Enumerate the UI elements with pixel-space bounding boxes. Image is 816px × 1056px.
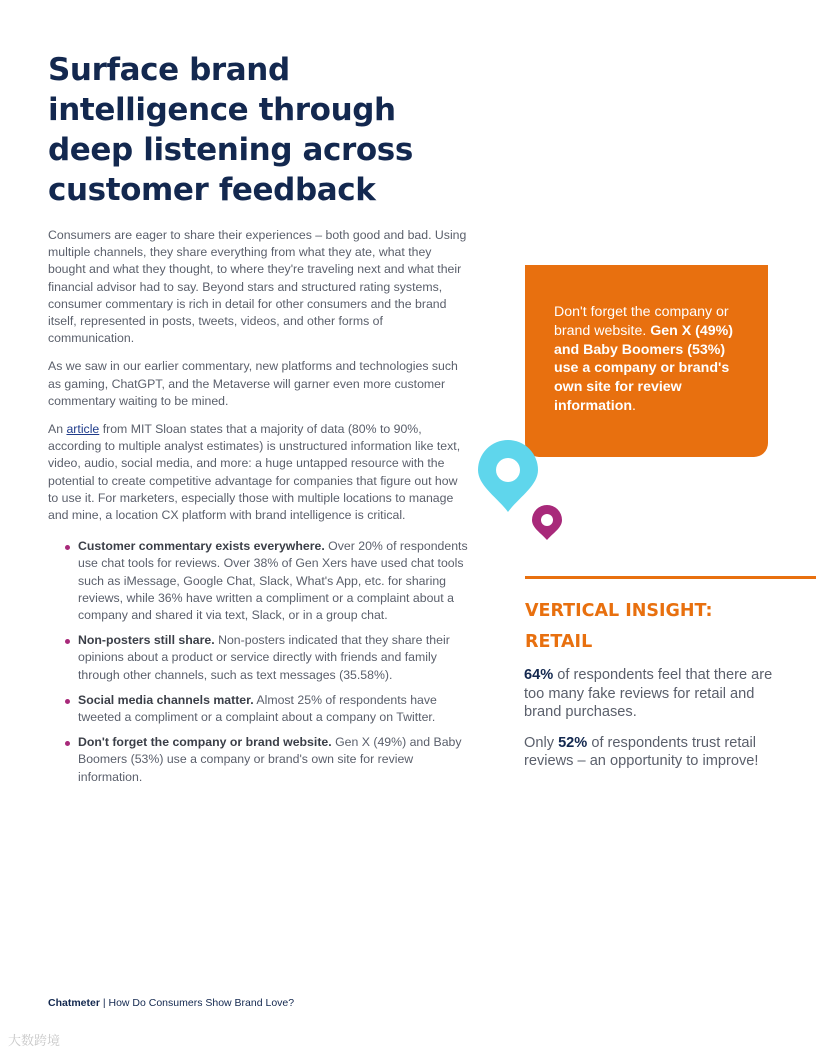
stat-value: 52%: [558, 734, 588, 751]
page-footer: [48, 997, 294, 1009]
callout-end: .: [632, 397, 636, 414]
list-item: [78, 538, 468, 624]
bullet-text: Gen X (49%) and Baby Boomers (53%) use a company or brand's own site for review information.: [78, 735, 462, 784]
findings-list: [48, 538, 468, 786]
bullet-lead: Don't forget the company or brand website.: [78, 735, 332, 750]
insight-text: [524, 666, 774, 783]
insight-title: VERTICAL INSIGHT: RETAIL: [525, 601, 713, 652]
footer-separator: |: [99, 997, 109, 1009]
list-item: [78, 692, 468, 726]
sloan-paragraph-after: from MIT Sloan states that a majority of data (80% to 90%, according to multiple analyst estimates) is unstructured information like text, video, audio, social media, and more: a huge untapped resource with the potential to create competitive advantage for companies that figure out how to use it. For marketers, especially those with multiple locations to manage and mine, a location CX platform with brand intelligence is critical.: [48, 422, 461, 523]
bullet-lead: Social media channels matter.: [78, 692, 254, 707]
section-divider: [525, 576, 816, 579]
map-pin-icon: [530, 505, 564, 546]
bullet-dot-icon: [65, 741, 70, 746]
article-link[interactable]: article: [66, 422, 100, 437]
stat-value: 64%: [524, 667, 554, 683]
bullet-dot-icon: [65, 699, 70, 704]
platforms-paragraph: As we saw in our earlier commentary, new platforms and technologies such as gaming, ChatGPT, and the Metaverse will garner even more customer commentary waiting to be mined.: [48, 359, 458, 408]
sloan-paragraph: [48, 421, 468, 524]
bullet-lead: Customer commentary exists everywhere.: [78, 539, 325, 554]
bullet-text: Almost 25% of respondents have tweeted a compliment or a complaint about a company on Twitter.: [78, 692, 437, 725]
bullet-text: Over 20% of respondents use chat tools for reviews. Over 38% of Gen Xers have used chat tools such as iMessage, Google Chat, Slack, What's App, etc. for sharing reviews, while 36% have written a compliment or a complaint about a company and shared it via text, Slack, or in a group chat.: [78, 539, 468, 623]
bullet-text: Non-posters indicated that they share their opinions about a product or service directly with friends and family through other channels, such as text messages (35.58%).: [78, 633, 450, 682]
page-title: Surface brand intelligence through deep listening across customer feedback: [48, 52, 413, 208]
callout-box: [525, 265, 768, 457]
list-item: [78, 632, 468, 684]
stat-description: of respondents trust retail reviews – an opportunity to improve!: [524, 734, 759, 770]
insight-stat-2: [524, 734, 774, 771]
sloan-paragraph-before: An: [48, 422, 67, 437]
footer-brand: Chatmeter: [48, 997, 100, 1009]
stat-description: of respondents feel that there are too many fake reviews for retail and brand purchases.: [524, 667, 773, 721]
insight-stat-1: [524, 666, 774, 722]
callout-strong: Gen X (49%) and Baby Boomers (53%) use a company or brand's own site for review information: [554, 322, 734, 414]
footer-doc-title: How Do Consumers Show Brand Love?: [108, 997, 295, 1009]
body-column: [48, 227, 468, 794]
stat-prefix: Only: [524, 734, 559, 751]
bullet-dot-icon: [65, 639, 70, 644]
bullet-lead: Non-posters still share.: [78, 633, 215, 648]
intro-paragraph: Consumers are eager to share their experiences – both good and bad. Using multiple channels, they share everything from what they ate, what they bought and what they thought, to where they're traveling next and what their financial advisor had to say. Beyond stars and structured rating systems, consumer commentary is rich in detail for other consumers and the brand itself, represented in posts, tweets, videos, and other forms of communication.: [48, 228, 467, 346]
bullet-dot-icon: [65, 545, 70, 550]
list-item: [78, 734, 468, 786]
callout-intro: Don't forget the company or brand website.: [554, 304, 729, 339]
watermark: 大数跨境: [8, 1033, 61, 1048]
